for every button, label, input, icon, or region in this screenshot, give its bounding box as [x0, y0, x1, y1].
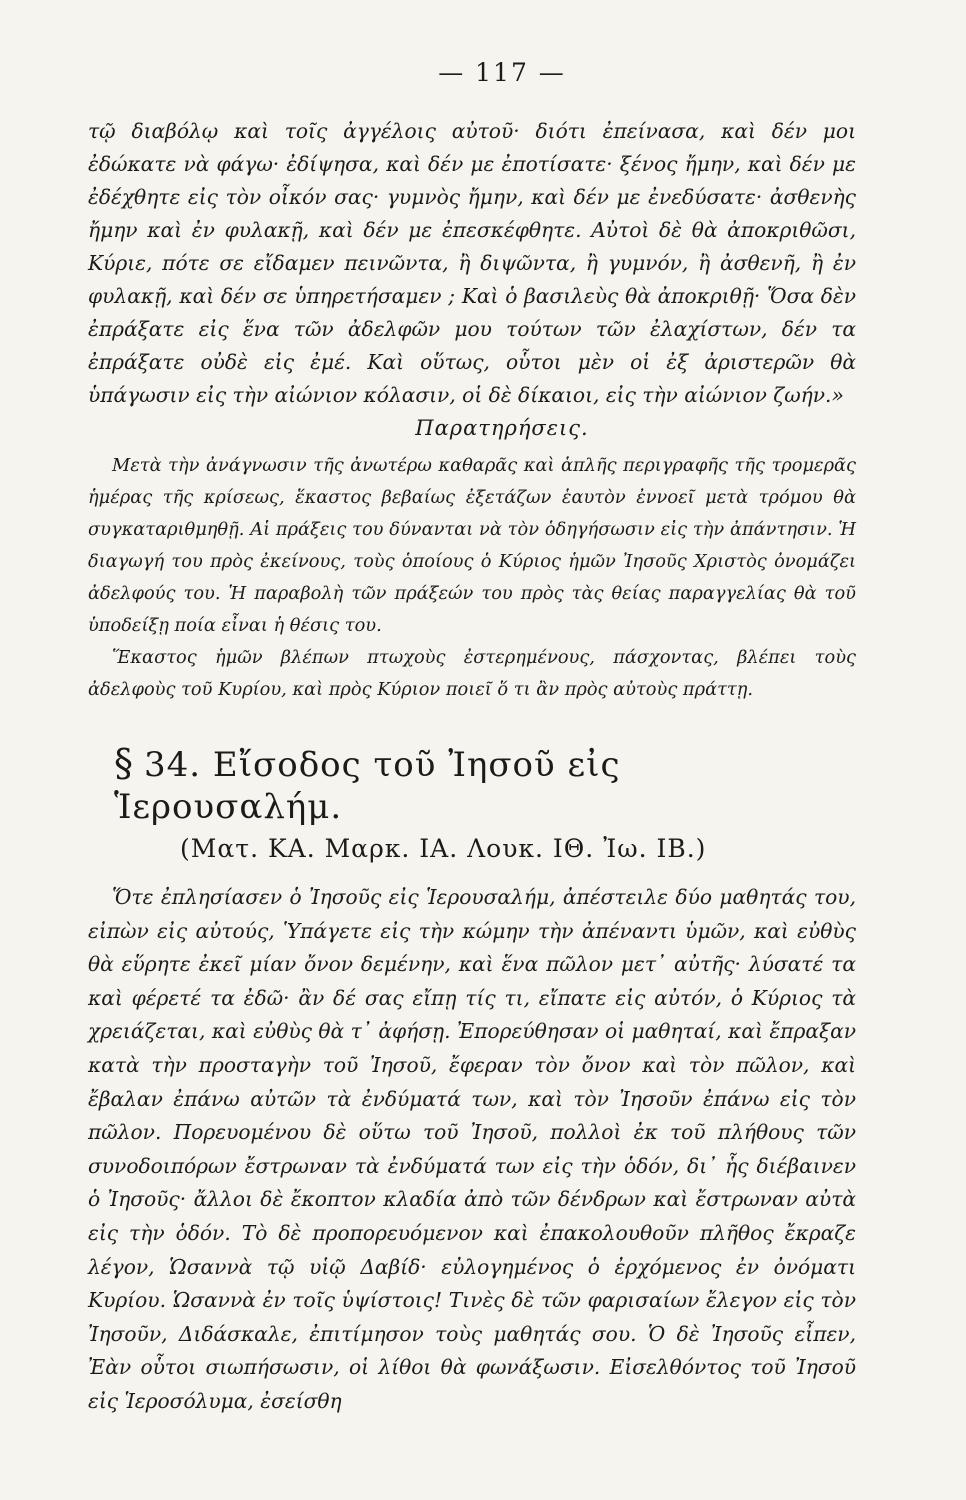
paragraph-judgment: τῷ διαβόλῳ καὶ τοῖς ἀγγέλοις αὐτοῦ· διότι ἐπείνασα, καὶ δέν μοι ἐδώκατε νὰ φάγω· ἐδίψησα, καὶ δέν με ἐποτίσατε· ξένος ἤμην, καὶ δέν με ἐδέχθητε εἰς τὸν οἶκόν σας· γυμνὸς ἤμην, καὶ δέν με ἐνεδύσατε· ἀσθενὴς ἤμην καὶ ἐν φυλακῇ, καὶ δέν με ἐπεσκέφθητε. Αὐτοὶ δὲ θὰ ἀποκριθῶσι, Κύριε, πότε σε εἴδαμεν πεινῶντα, ἢ διψῶντα, ἢ γυμνόν, ἢ ἀσθενῆ, ἢ ἐν φυλακῇ, καὶ δέν σε ὑπηρετήσαμεν ; Καὶ ὁ βασιλεὺς θὰ ἀποκριθῇ· Ὅσα δὲν ἐπράξατε εἰς ἕνα τῶν ἀδελφῶν μου τούτων τῶν ἐλαχίστων, δέν τα ἐπράξατε οὐδὲ εἰς ἐμέ. Καὶ οὕτως, οὗτοι μὲν οἱ ἐξ ἀριστερῶν θὰ ὑπάγωσιν εἰς τὴν αἰώνιον κόλασιν, οἱ δὲ δίκαιοι, εἰς τὴν αἰώνιον ζωήν.»	[88, 119, 856, 407]
section-title	[114, 742, 856, 828]
paragraph-entry: Ὅτε ἐπλησίασεν ὁ Ἰησοῦς εἰς Ἱερουσαλήμ, ἀπέστειλε δύο μαθητάς του, εἰπὼν εἰς αὐτούς, Ὑπάγετε εἰς τὴν κώμην τὴν ἀπέναντι ὑμῶν, καὶ εὐθὺς θὰ εὕρητε ἐκεῖ μίαν ὄνον δεμένην, καὶ ἕνα πῶλον μετ᾽ αὐτῆς· λύσατέ τα καὶ φέρετέ τα ἐδῶ· ἂν δέ σας εἴπῃ τίς τι, εἴπατε εἰς αὐτόν, ὁ Κύριος τὰ χρειάζεται, καὶ εὐθὺς θὰ τ᾽ ἀφήσῃ. Ἐπορεύθησαν οἱ μαθηταί, καὶ ἔπραξαν κατὰ τὴν προσταγὴν τοῦ Ἰησοῦ, ἔφεραν τὸν ὄνον καὶ τὸν πῶλον, καὶ ἔβαλαν ἐπάνω αὐτῶν τὰ ἐνδύματά των, καὶ τὸν Ἰησοῦν ἐπάνω εἰς τὸν πῶλον. Πορευομένου δὲ οὕτω τοῦ Ἰησοῦ, πολλοὶ ἐκ τοῦ πλήθους τῶν συνοδοιπόρων ἔστρωναν τὰ ἐνδύματά των εἰς τὴν ὁδόν, δι᾽ ἧς διέβαινεν ὁ Ἰησοῦς· ἄλλοι δὲ ἔκοπτον κλαδία ἀπὸ τῶν δένδρων καὶ ἔστρωναν αὐτὰ εἰς τὴν ὁδόν. Τὸ δὲ προπορευόμενον καὶ ἐπακολουθοῦν πλῆθος ἔκραζε λέγον, Ὡσαννὰ τῷ υἱῷ Δαβίδ· εὐλογημένος ὁ ἐρχόμενος ἐν ὀνόματι Κυρίου. Ὡσαννὰ ἐν τοῖς ὑψίστοις! Τινὲς δὲ τῶν φαρισαίων ἔλεγον εἰς τὸν Ἰησοῦν, Διδάσκαλε, ἐπιτίμησον τοὺς μαθητάς σου. Ὁ δὲ Ἰησοῦς εἶπεν, Ἐὰν οὗτοι σιωπήσωσιν, οἱ λίθοι θὰ φωνάξωσιν. Εἰσελθόντος τοῦ Ἰησοῦ εἰς Ἱεροσόλυμα, ἐσείσθη	[88, 885, 856, 1413]
observation-paragraph-1: Μετὰ τὴν ἀνάγνωσιν τῆς ἀνωτέρω καθαρᾶς καὶ ἁπλῆς περιγραφῆς τῆς τρομερᾶς ἡμέρας τῆς κρίσεως, ἕκαστος βεβαίως ἐξετάζων ἑαυτὸν ἐννοεῖ μετὰ τρόμου θὰ συγκαταριθμηθῇ. Αἱ πράξεις του δύνανται νὰ τὸν ὁδηγήσωσιν εἰς τὴν ἀπάντησιν. Ἡ διαγωγή του πρὸς ἐκείνους, τοὺς ὁποίους ὁ Κύριος ἡμῶν Ἰησοῦς Χριστὸς ὀνομάζει ἀδελφούς του. Ἡ παραβολὴ τῶν πράξεών του πρὸς τὰς θείας παραγγελίας θὰ τοῦ ὑποδείξῃ ποία εἶναι ἡ θέσις του.	[88, 455, 856, 636]
page-number: — 117 —	[438, 58, 566, 87]
section-mark: §	[114, 741, 134, 785]
observation-paragraph-2: Ἕκαστος ἡμῶν βλέπων πτωχοὺς ἐστερημένους, πάσχοντας, βλέπει τοὺς ἀδελφοὺς τοῦ Κυρίου, καὶ πρὸς Κύριον ποιεῖ ὅ τι ἂν πρὸς αὐτοὺς πράττῃ.	[88, 647, 856, 700]
section-title-text: 34. Εἴσοδος τοῦ Ἰησοῦ εἰς Ἱερουσαλήμ.	[114, 745, 621, 827]
observations-heading: Παρατηρήσεις.	[415, 416, 589, 440]
section-references: (Ματ. ΚΑ. Μαρκ. ΙΑ. Λουκ. ΙΘ. Ἰω. ΙΒ.)	[180, 834, 707, 863]
